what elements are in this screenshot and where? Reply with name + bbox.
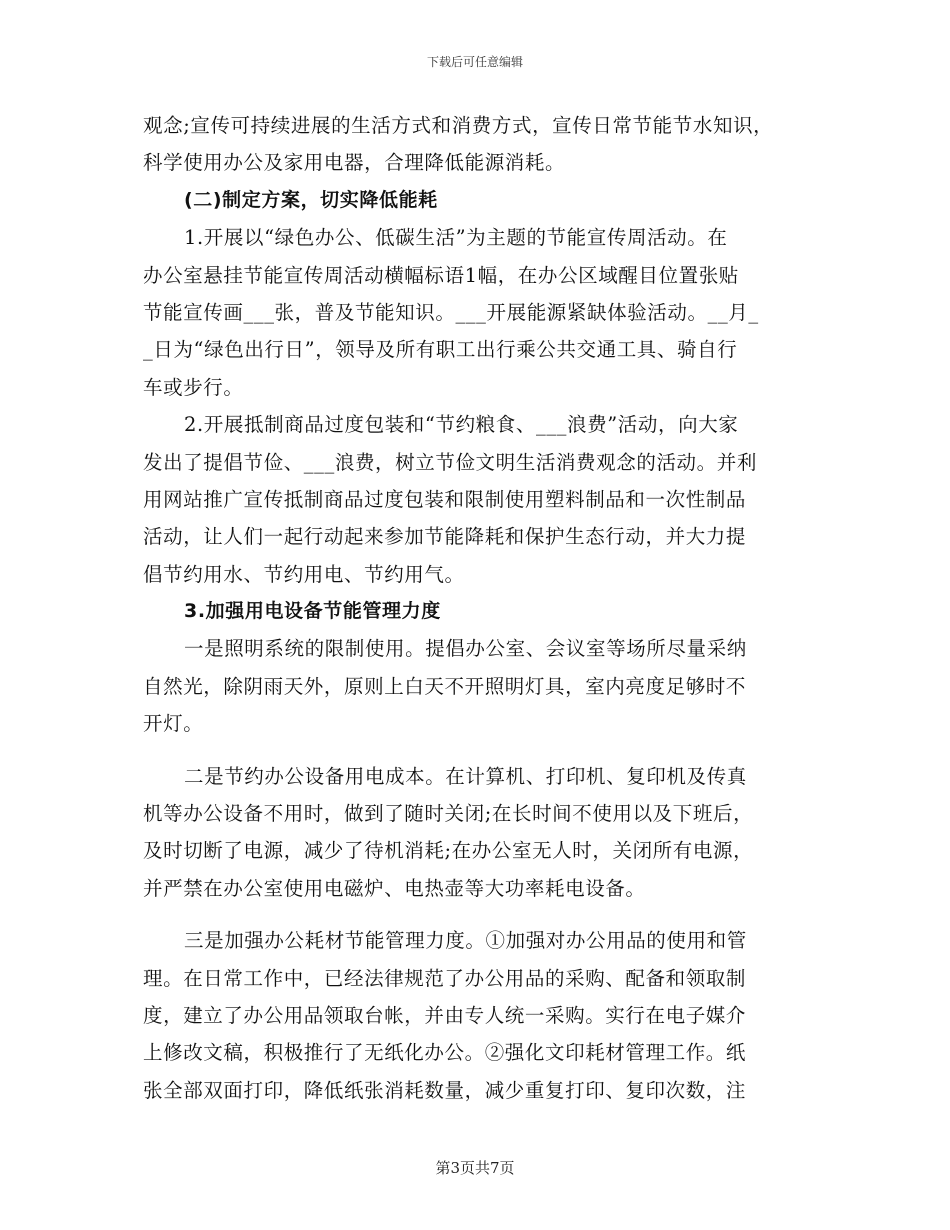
paragraph-line: 倡节约用水、节约用电、节约用气。 (143, 562, 465, 586)
paragraph-line: 张全部双面打印，降低纸张消耗数量，减少重复打印、复印次数，注 (143, 1078, 747, 1102)
paragraph-line: _日为“绿色出行日”，领导及所有职工出行乘公共交通工具、骑自行 (143, 338, 738, 362)
paragraph-line: 2.开展抵制商品过度包装和“节约粮食、___浪费”活动，向大家 (184, 413, 739, 437)
paragraph-line: 车或步行。 (143, 375, 244, 399)
paragraph-line: 科学使用办公及家用电器，合理降低能源消耗。 (143, 151, 566, 175)
paragraph-line: 自然光，除阴雨天外，原则上白天不开照明灯具，室内亮度足够时不 (143, 674, 747, 698)
document-body (143, 107, 808, 1109)
subsection-heading: 3.加强用电设备节能管理力度 (184, 600, 441, 623)
paragraph-line: 度，建立了办公用品领取台帐，并由专人统一采购。实行在电子媒介 (143, 1003, 747, 1027)
paragraph-gap (143, 743, 808, 758)
paragraph-line: 用网站推广宣传抵制商品过度包装和限制使用塑料制品和一次性制品 (143, 487, 747, 511)
paragraph-line: 及时切断了电源，减少了待机消耗;在办公室无人时，关闭所有电源， (143, 839, 754, 863)
paragraph-line: 节能宣传画___张，普及节能知识。___开展能源紧缺体验活动。__月_ (143, 300, 759, 324)
page-number-footer: 第3页共7页 (435, 1159, 515, 1177)
paragraph-line: 发出了提倡节俭、___浪费，树立节俭文明生活消费观念的活动。并利 (143, 450, 757, 474)
paragraph-line: 上修改文稿，积极推行了无纸化办公。②强化文印耗材管理工作。纸 (143, 1041, 747, 1065)
paragraph-line: 理。在日常工作中，已经法律规范了办公用品的采购、配备和领取制 (143, 966, 747, 990)
paragraph-line: 1.开展以“绿色办公、低碳生活”为主题的节能宣传周活动。在 (184, 226, 728, 250)
paragraph-line: 一是照明系统的限制使用。提倡办公室、会议室等场所尽量采纳 (184, 637, 747, 661)
paragraph-gap (143, 907, 808, 922)
paragraph-line: 开灯。 (143, 712, 204, 736)
paragraph-line: 观念;宣传可持续进展的生活方式和消费方式，宣传日常节能节水知识， (143, 114, 774, 137)
paragraph-line: 三是加强办公耗材节能管理力度。①加强对办公用品的使用和管 (184, 929, 747, 953)
paragraph-line: 二是节约办公设备用电成本。在计算机、打印机、复印机及传真 (184, 764, 747, 788)
paragraph-line: 办公室悬挂节能宣传周活动横幅标语1幅，在办公区域醒目位置张贴 (143, 263, 739, 287)
page-header-note: 下载后可任意编辑 (426, 55, 523, 69)
paragraph-line: 机等办公设备不用时，做到了随时关闭;在长时间不使用以及下班后， (143, 802, 754, 826)
paragraph-line: 并严禁在办公室使用电磁炉、电热壶等大功率耗电设备。 (143, 876, 646, 900)
paragraph-line: 活动，让人们一起行动起来参加节能降耗和保护生态行动，并大力提 (143, 525, 747, 549)
section-heading: (二)制定方案，切实降低能耗 (184, 188, 438, 211)
